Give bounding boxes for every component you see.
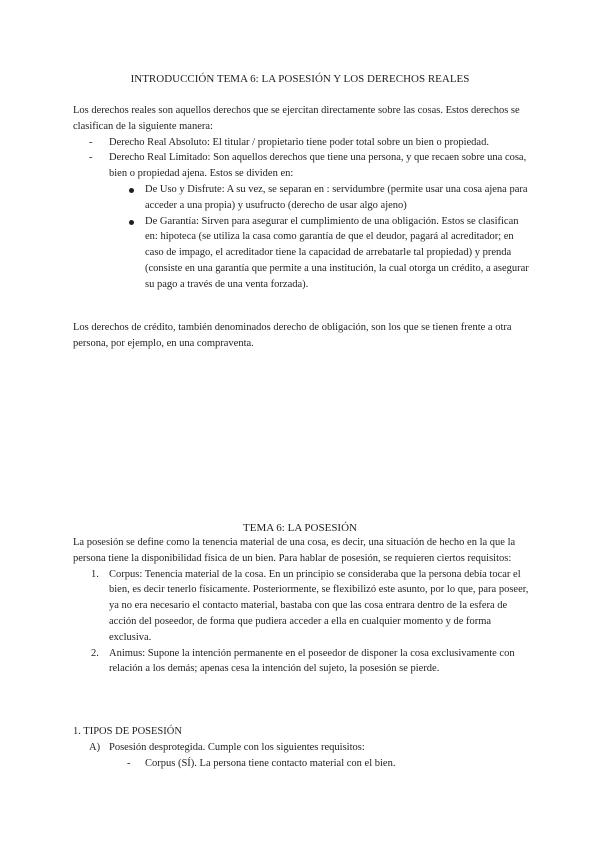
list-item-limitado bbox=[73, 150, 529, 292]
sub-item-text: De Uso y Disfrute: A su vez, se separan en : servidumbre (permite usar una cosa ajena para acceder a una propia) y usufructo (derecho de usar algo ajeno) bbox=[145, 183, 528, 211]
tipos-sub-text: Corpus (SÍ). La persona tiene contacto material con el bien. bbox=[145, 757, 396, 769]
intro-section bbox=[73, 103, 529, 293]
tipos-sub-item bbox=[109, 756, 529, 772]
list-item-text: Derecho Real Limitado: Son aquellos derechos que tiene una persona, y que recaen sobre una cosa, bien o propiedad ajena. Estos se dividen en: bbox=[109, 152, 527, 180]
tipos-heading: 1. TIPOS DE POSESIÓN bbox=[73, 726, 182, 737]
list-item-absoluto bbox=[73, 135, 529, 151]
tema-paragraph: La posesión se define como la tenencia material de una cosa, es decir, una situación de hecho en la que la persona tiene la disponibilidad física de un bien. Para hablar de posesión, se requieren ciertos requisitos: bbox=[73, 537, 516, 564]
tipos-item-text: Posesión desprotegida. Cumple con los siguientes requisitos: bbox=[109, 741, 365, 753]
dash-marker: - bbox=[127, 757, 131, 769]
list-item-text: Animus: Supone la intención permanente en el poseedor de disponer la cosa exclusivamente con relación a los demás; apenas cesa la intención del sujeto, la posesión se pierde. bbox=[109, 647, 515, 675]
intro-closing-section bbox=[73, 320, 529, 352]
tipos-section bbox=[73, 724, 529, 771]
dash-marker: - bbox=[89, 152, 93, 164]
list-item-text: Derecho Real Absoluto: El titular / propietario tiene poder total sobre un bien o propiedad. bbox=[109, 136, 489, 148]
tema-section bbox=[73, 535, 529, 677]
number-marker: 2. bbox=[91, 647, 99, 659]
sub-item-garantia bbox=[109, 214, 529, 293]
intro-closing: Los derechos de crédito, también denominados derecho de obligación, son los que se tienen frente a otra persona, por ejemplo, en una compraventa. bbox=[73, 322, 512, 349]
letter-marker: A) bbox=[89, 741, 101, 753]
bullet-icon bbox=[129, 220, 134, 225]
list-item-animus bbox=[73, 646, 529, 678]
number-marker: 1. bbox=[91, 568, 99, 580]
list-item-corpus bbox=[73, 567, 529, 646]
intro-title: INTRODUCCIÓN TEMA 6: LA POSESIÓN Y LOS DERECHOS REALES bbox=[130, 73, 470, 85]
sub-item-uso-disfrute bbox=[109, 182, 529, 214]
list-item-text: Corpus: Tenencia material de la cosa. En un principio se consideraba que la persona debía tocar el bien, es decir tenerlo físicamente. Posteriormente, se flexibilizó este asunto, por lo que, para poseer, ya no era necesario el contacto material, bastaba con que las cosa entrara dentro de la esfera de acción del poseedor, de forma que pudiera acceder a ella en cualquier momento y de forma exclusiva. bbox=[109, 568, 529, 643]
tipos-item-a bbox=[73, 740, 529, 772]
intro-paragraph: Los derechos reales son aquellos derechos que se ejercitan directamente sobre las cosas. Estos derechos se clasifican de la siguiente manera: bbox=[73, 105, 520, 132]
bullet-icon bbox=[129, 188, 134, 193]
dash-marker: - bbox=[89, 136, 93, 148]
sub-item-text: De Garantía: Sirven para asegurar el cumplimiento de una obligación. Estos se clasifican en: hipoteca (se utiliza la casa como garantía de que el deudor, pagará al acreditador; en caso de impago, el acreditador tiene la capacidad de arrebatarle tal propiedad) y prenda (consiste en una garantía que permite a una institución, la cual otorga un crédito, a asegurar su pago a través de una venta forzada). bbox=[145, 215, 529, 290]
tema-title: TEMA 6: LA POSESIÓN bbox=[243, 522, 357, 534]
